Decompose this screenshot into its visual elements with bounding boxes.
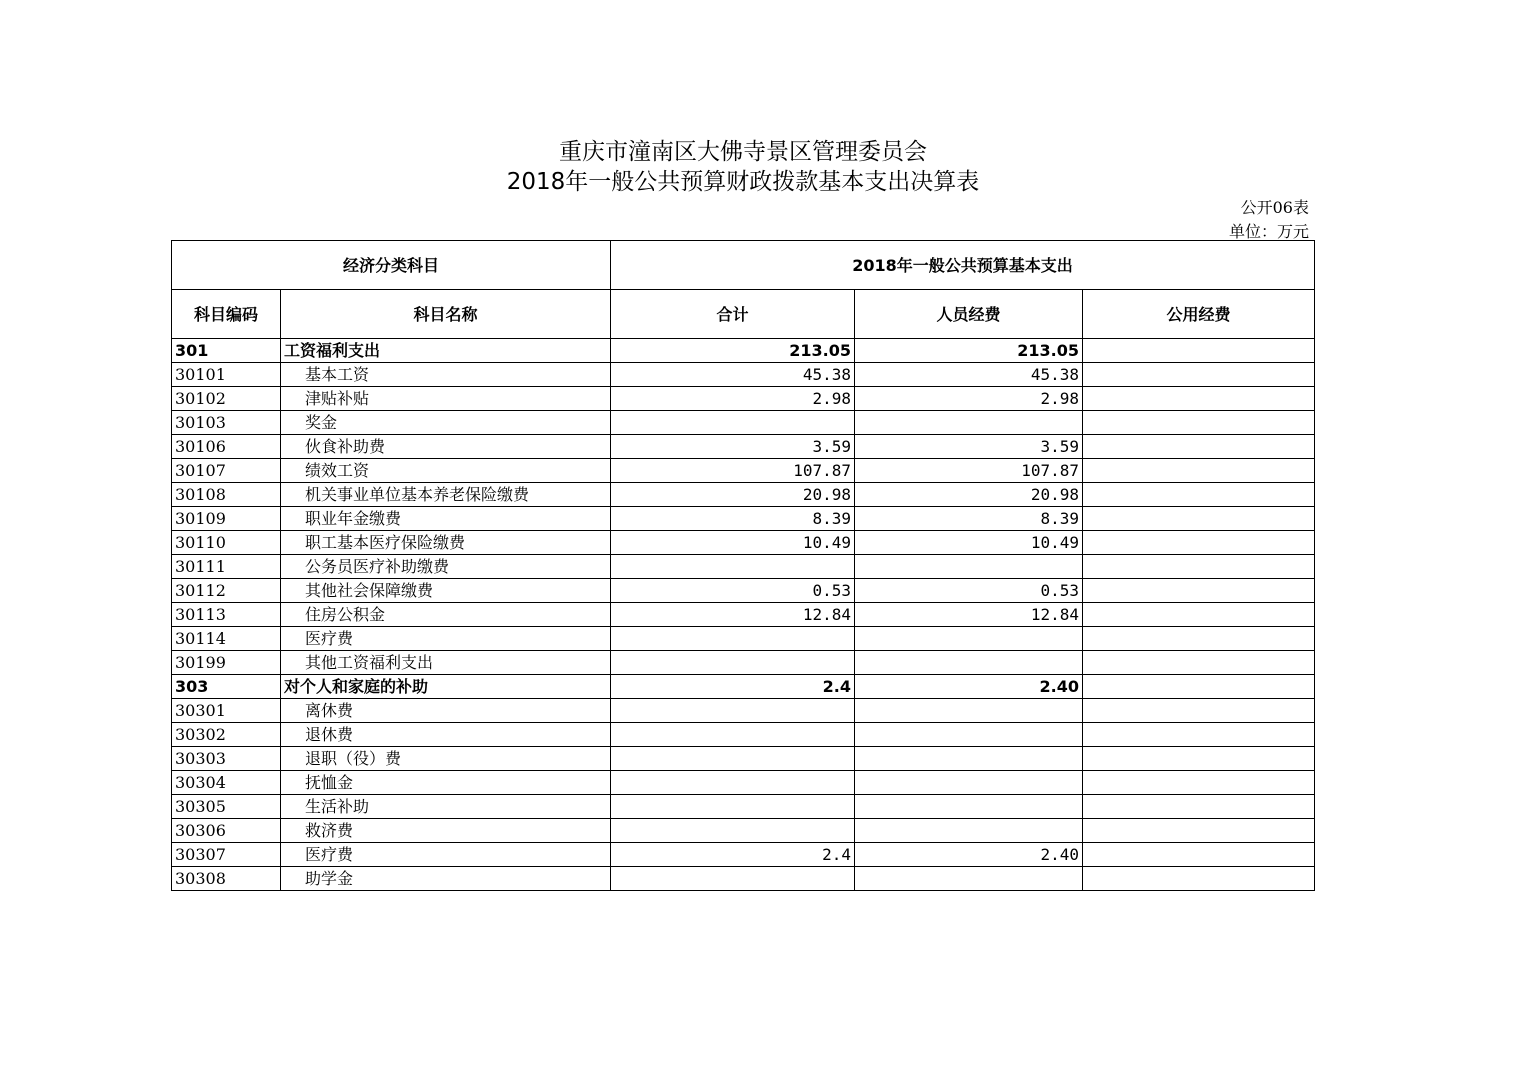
- personnel-expense-cell: 107.87: [855, 459, 1083, 483]
- total-cell: [611, 627, 855, 651]
- personnel-expense-cell: [855, 819, 1083, 843]
- header-public-expense: 公用经费: [1083, 290, 1315, 339]
- subject-code-cell: 30306: [172, 819, 281, 843]
- public-expense-cell: [1083, 459, 1315, 483]
- subject-name-cell: 职业年金缴费: [281, 507, 611, 531]
- public-expense-cell: [1083, 699, 1315, 723]
- subject-code-cell: 30112: [172, 579, 281, 603]
- subject-name-cell: 住房公积金: [281, 603, 611, 627]
- total-cell: 8.39: [611, 507, 855, 531]
- total-cell: [611, 699, 855, 723]
- table-row: [172, 843, 1315, 867]
- report-title-line2: 2018年一般公共预算财政拨款基本支出决算表: [506, 169, 980, 195]
- public-expense-cell: [1083, 843, 1315, 867]
- total-cell: 2.4: [611, 843, 855, 867]
- public-expense-cell: [1083, 483, 1315, 507]
- subject-name-cell: 退职（役）费: [281, 747, 611, 771]
- table-row: [172, 459, 1315, 483]
- personnel-expense-cell: [855, 411, 1083, 435]
- subject-code-cell: 30108: [172, 483, 281, 507]
- header-column-row: [172, 290, 1315, 339]
- table-row: [172, 627, 1315, 651]
- table-row: [172, 819, 1315, 843]
- public-expense-cell: [1083, 867, 1315, 891]
- public-expense-cell: [1083, 795, 1315, 819]
- subject-name-cell: 机关事业单位基本养老保险缴费: [281, 483, 611, 507]
- table-row: [172, 411, 1315, 435]
- table-row: [172, 483, 1315, 507]
- subject-name-cell: 救济费: [281, 819, 611, 843]
- subject-code-cell: 30305: [172, 795, 281, 819]
- subject-name-cell: 其他工资福利支出: [281, 651, 611, 675]
- table-row: [172, 363, 1315, 387]
- subject-code-cell: 30199: [172, 651, 281, 675]
- personnel-expense-cell: [855, 747, 1083, 771]
- report-title-line1: 重庆市潼南区大佛寺景区管理委员会: [559, 139, 927, 165]
- subject-name-cell: 医疗费: [281, 627, 611, 651]
- total-cell: 107.87: [611, 459, 855, 483]
- subject-code-cell: 30102: [172, 387, 281, 411]
- total-cell: [611, 555, 855, 579]
- total-cell: 20.98: [611, 483, 855, 507]
- personnel-expense-cell: [855, 627, 1083, 651]
- subject-code-cell: 303: [172, 675, 281, 699]
- subject-name-cell: 工资福利支出: [281, 339, 611, 363]
- subject-name-cell: 助学金: [281, 867, 611, 891]
- subject-code-cell: 30301: [172, 699, 281, 723]
- personnel-expense-cell: 2.40: [855, 675, 1083, 699]
- public-expense-cell: [1083, 507, 1315, 531]
- header-subject-name: 科目名称: [281, 290, 611, 339]
- subject-code-cell: 30113: [172, 603, 281, 627]
- personnel-expense-cell: 20.98: [855, 483, 1083, 507]
- total-cell: 2.98: [611, 387, 855, 411]
- total-cell: 45.38: [611, 363, 855, 387]
- public-expense-cell: [1083, 675, 1315, 699]
- subject-name-cell: 对个人和家庭的补助: [281, 675, 611, 699]
- subject-code-cell: 30303: [172, 747, 281, 771]
- subject-name-cell: 离休费: [281, 699, 611, 723]
- subject-name-cell: 医疗费: [281, 843, 611, 867]
- total-cell: [611, 723, 855, 747]
- personnel-expense-cell: 8.39: [855, 507, 1083, 531]
- subject-code-cell: 30110: [172, 531, 281, 555]
- subject-code-cell: 30107: [172, 459, 281, 483]
- subject-name-cell: 奖金: [281, 411, 611, 435]
- personnel-expense-cell: 12.84: [855, 603, 1083, 627]
- table-row: [172, 531, 1315, 555]
- expenditure-table: [171, 240, 1315, 891]
- table-row: [172, 387, 1315, 411]
- subject-name-cell: 基本工资: [281, 363, 611, 387]
- public-expense-cell: [1083, 387, 1315, 411]
- public-expense-cell: [1083, 627, 1315, 651]
- table-row: [172, 555, 1315, 579]
- subject-name-cell: 抚恤金: [281, 771, 611, 795]
- header-total: 合计: [611, 290, 855, 339]
- header-group-row: [172, 241, 1315, 290]
- personnel-expense-cell: [855, 771, 1083, 795]
- header-personnel-expense: 人员经费: [855, 290, 1083, 339]
- total-cell: 0.53: [611, 579, 855, 603]
- subject-code-cell: 30307: [172, 843, 281, 867]
- subject-code-cell: 30302: [172, 723, 281, 747]
- table-row: [172, 723, 1315, 747]
- total-cell: 3.59: [611, 435, 855, 459]
- subject-name-cell: 津贴补贴: [281, 387, 611, 411]
- header-economic-category: 经济分类科目: [172, 241, 611, 290]
- public-expense-cell: [1083, 579, 1315, 603]
- subject-name-cell: 伙食补助费: [281, 435, 611, 459]
- subject-name-cell: 绩效工资: [281, 459, 611, 483]
- table-row: [172, 507, 1315, 531]
- total-cell: [611, 795, 855, 819]
- public-expense-cell: [1083, 819, 1315, 843]
- personnel-expense-cell: 3.59: [855, 435, 1083, 459]
- table-row: [172, 579, 1315, 603]
- table-row: [172, 747, 1315, 771]
- header-basic-expenditure: 2018年一般公共预算基本支出: [611, 241, 1315, 290]
- table-row: [172, 339, 1315, 363]
- total-cell: 2.4: [611, 675, 855, 699]
- table-row: [172, 675, 1315, 699]
- total-cell: [611, 771, 855, 795]
- subject-name-cell: 其他社会保障缴费: [281, 579, 611, 603]
- total-cell: 12.84: [611, 603, 855, 627]
- subject-code-cell: 30308: [172, 867, 281, 891]
- personnel-expense-cell: 2.40: [855, 843, 1083, 867]
- public-expense-cell: [1083, 723, 1315, 747]
- table-row: [172, 771, 1315, 795]
- public-expense-cell: [1083, 555, 1315, 579]
- total-cell: [611, 651, 855, 675]
- total-cell: 10.49: [611, 531, 855, 555]
- subject-code-cell: 30109: [172, 507, 281, 531]
- unit-label: 单位：万元: [1228, 222, 1309, 241]
- public-expense-cell: [1083, 603, 1315, 627]
- public-expense-cell: [1083, 531, 1315, 555]
- table-row: [172, 699, 1315, 723]
- personnel-expense-cell: [855, 867, 1083, 891]
- personnel-expense-cell: 213.05: [855, 339, 1083, 363]
- total-cell: [611, 411, 855, 435]
- total-cell: [611, 819, 855, 843]
- table-row: [172, 795, 1315, 819]
- subject-code-cell: 30114: [172, 627, 281, 651]
- subject-code-cell: 30101: [172, 363, 281, 387]
- public-expense-cell: [1083, 435, 1315, 459]
- subject-code-cell: 30304: [172, 771, 281, 795]
- personnel-expense-cell: 0.53: [855, 579, 1083, 603]
- total-cell: [611, 747, 855, 771]
- personnel-expense-cell: 10.49: [855, 531, 1083, 555]
- public-expense-cell: [1083, 363, 1315, 387]
- subject-name-cell: 生活补助: [281, 795, 611, 819]
- total-cell: [611, 867, 855, 891]
- personnel-expense-cell: 2.98: [855, 387, 1083, 411]
- header-subject-code: 科目编码: [172, 290, 281, 339]
- form-number: 公开06表: [1240, 198, 1309, 217]
- subject-code-cell: 30111: [172, 555, 281, 579]
- table-row: [172, 435, 1315, 459]
- subject-name-cell: 职工基本医疗保险缴费: [281, 531, 611, 555]
- table-row: [172, 651, 1315, 675]
- table-row: [172, 867, 1315, 891]
- personnel-expense-cell: [855, 651, 1083, 675]
- personnel-expense-cell: [855, 723, 1083, 747]
- public-expense-cell: [1083, 747, 1315, 771]
- subject-code-cell: 301: [172, 339, 281, 363]
- public-expense-cell: [1083, 339, 1315, 363]
- personnel-expense-cell: [855, 555, 1083, 579]
- personnel-expense-cell: [855, 699, 1083, 723]
- subject-name-cell: 退休费: [281, 723, 611, 747]
- personnel-expense-cell: [855, 795, 1083, 819]
- public-expense-cell: [1083, 651, 1315, 675]
- total-cell: 213.05: [611, 339, 855, 363]
- public-expense-cell: [1083, 771, 1315, 795]
- subject-code-cell: 30103: [172, 411, 281, 435]
- public-expense-cell: [1083, 411, 1315, 435]
- table-row: [172, 603, 1315, 627]
- subject-name-cell: 公务员医疗补助缴费: [281, 555, 611, 579]
- personnel-expense-cell: 45.38: [855, 363, 1083, 387]
- subject-code-cell: 30106: [172, 435, 281, 459]
- table-body: [172, 339, 1315, 891]
